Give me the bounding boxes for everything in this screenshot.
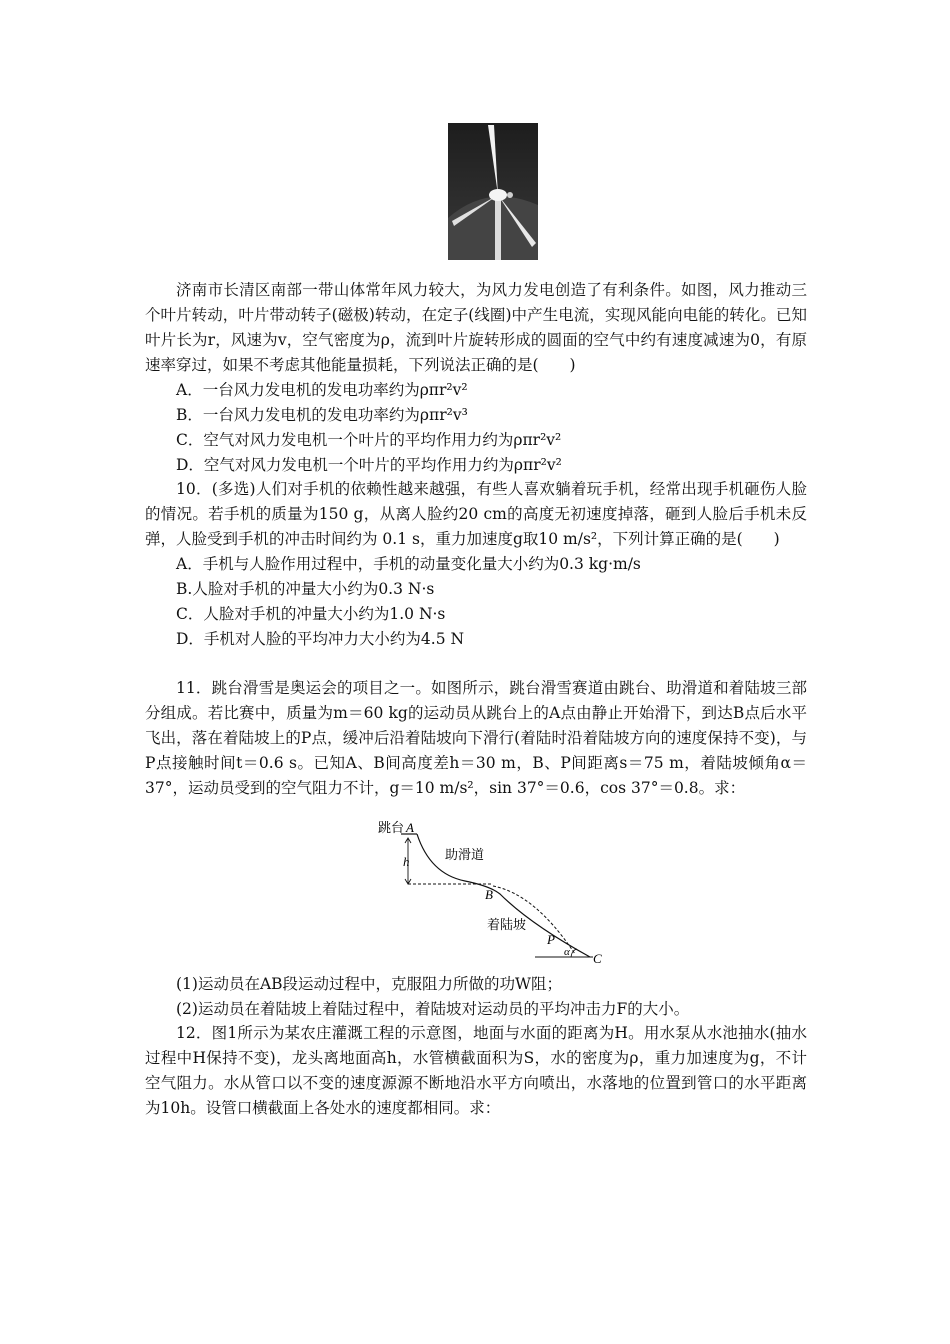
q11-part-1: (1)运动员在AB段运动过程中，克服阻力所做的功W阻；	[176, 975, 562, 993]
label-h: h	[403, 854, 410, 869]
ski-jump-diagram	[375, 814, 615, 970]
label-C: C	[593, 951, 602, 966]
label-platform: 跳台	[378, 820, 405, 835]
question-9	[145, 278, 807, 478]
question-12	[145, 1021, 807, 1121]
q9-stem: 济南市长清区南部一带山体常年风力较大，为风力发电创造了有利条件。如图，风力推动三个叶片转动，叶片带动转子(磁极)转动，在定子(线圈)中产生电流，实现风能向电能的转化。已知叶片长为r，风速为v，空气密度为ρ，流到叶片旋转形成的圆面的空气中约有速度减速为0，有原速率穿过，如果不考虑其他能量损耗，下列说法正确的是( )	[145, 281, 807, 374]
label-P: P	[547, 932, 555, 947]
q9-option-a: A．一台风力发电机的发电功率约为ρπr²v²	[176, 381, 468, 399]
q9-option-b: B．一台风力发电机的发电功率约为ρπr²v³	[176, 406, 468, 424]
label-B: B	[485, 887, 493, 902]
q10-option-c: C．人脸对手机的冲量大小约为1.0 N·s	[176, 605, 446, 623]
q10-option-a: A．手机与人脸作用过程中，手机的动量变化量大小约为0.3 kg·m/s	[176, 555, 641, 573]
q9-option-c: C．空气对风力发电机一个叶片的平均作用力约为ρπr²v²	[176, 431, 562, 449]
q10-option-d: D．手机对人脸的平均冲力大小约为4.5 N	[176, 630, 465, 648]
q11-part-2: (2)运动员在着陆坡上着陆过程中，着陆坡对运动员的平均冲击力F的大小。	[176, 1000, 690, 1018]
q11-stem: 11．跳台滑雪是奥运会的项目之一。如图所示，跳台滑雪赛道由跳台、助滑道和着陆坡三部分组成。若比赛中，质量为m＝60 kg的运动员从跳台上的A点由静止开始滑下，到达B点后水平飞出，落在着陆坡上的P点，缓冲后沿着陆坡向下滑行(着陆时沿着陆坡方向的速度保持不变)，与P点接触时间t＝0.6 s。已知A、B间高度差h＝30 m，B、P间距离s＝75 m，着陆坡倾角α＝37°，运动员受到的空气阻力不计，g＝10 m/s²，sin 37°＝0.6，cos 37°＝0.8。求：	[145, 679, 807, 797]
label-A: A	[406, 820, 414, 835]
label-slope: 着陆坡	[487, 917, 527, 932]
label-alpha: α	[564, 946, 570, 958]
q10-stem: 10．(多选)人们对手机的依赖性越来越强，有些人喜欢躺着玩手机，经常出现手机砸伤人脸的情况。若手机的质量为150 g，从离人脸约20 cm的高度无初速度掉落，砸到人脸后手机未反弹，人脸受到手机的冲击时间约为 0.1 s，重力加速度g取10 m/s²，下列计算正确的是( )	[145, 480, 807, 548]
wind-turbine-photo	[448, 123, 538, 260]
question-10	[145, 477, 807, 652]
label-runway: 助滑道	[445, 847, 485, 862]
question-11	[145, 676, 807, 801]
q9-option-d: D．空气对风力发电机一个叶片的平均作用力约为ρπr²v²	[176, 456, 562, 474]
q10-option-b: B.人脸对手机的冲量大小约为0.3 N·s	[176, 580, 435, 598]
q12-stem: 12．图1所示为某农庄灌溉工程的示意图，地面与水面的距离为H。用水泵从水池抽水(抽水过程中H保持不变)，龙头离地面高h，水管横截面积为S，水的密度为ρ，重力加速度为g，不计空气阻力。水从管口以不变的速度源源不断地沿水平方向喷出，水落地的位置到管口的水平距离为10h。设管口横截面上各处水的速度都相同。求：	[145, 1024, 807, 1117]
question-11-parts	[145, 972, 807, 1022]
